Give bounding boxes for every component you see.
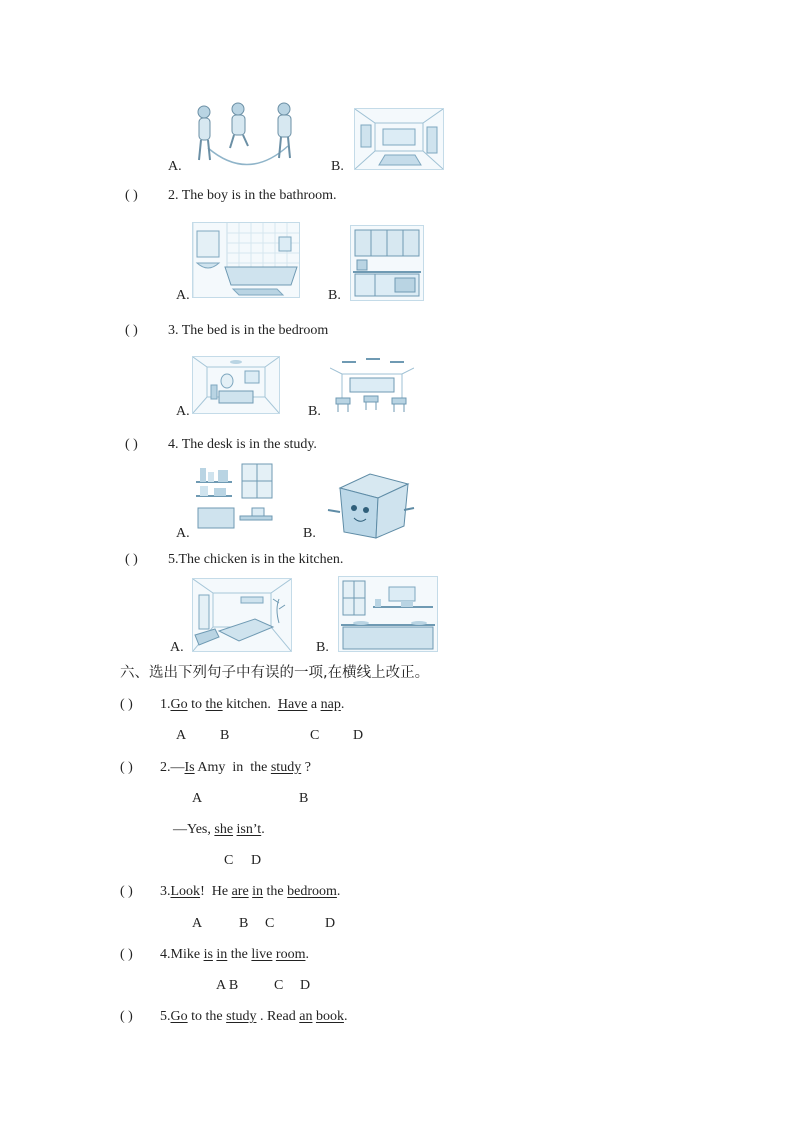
answer-paren[interactable]: ( ) bbox=[120, 1009, 133, 1024]
sentence-2: 2.—Is Amy in the study ? bbox=[160, 760, 311, 775]
question-text: 2. The boy is in the bathroom. bbox=[168, 188, 337, 203]
option-label-b: B. bbox=[331, 159, 344, 174]
option-label-b: B. bbox=[308, 404, 321, 419]
option-letter: C bbox=[274, 978, 284, 993]
picture-living-room-sofa bbox=[192, 578, 292, 652]
sentence-4: 4.Mike is in the live room. bbox=[160, 947, 309, 962]
underlined-option-c: Have bbox=[277, 697, 308, 712]
option-letter: A bbox=[176, 728, 187, 743]
option-letter: B bbox=[220, 728, 230, 743]
underlined-option-c: an bbox=[299, 1009, 313, 1024]
underlined-option-a: Look bbox=[170, 884, 201, 899]
option-letter: A bbox=[192, 916, 203, 931]
underlined-option-d: room bbox=[275, 947, 306, 962]
question-text: 5.The chicken is in the kitchen. bbox=[168, 552, 344, 567]
option-letter: B bbox=[299, 791, 309, 806]
sentence-3: 3.Look! He are in the bedroom. bbox=[160, 884, 341, 899]
underlined-option-d: nap bbox=[320, 697, 341, 712]
option-label-b: B. bbox=[328, 288, 341, 303]
option-letter: B bbox=[239, 916, 249, 931]
picture-kitchen bbox=[350, 225, 424, 301]
question-text: 3. The bed is in the bedroom bbox=[168, 323, 329, 338]
option-letter: C bbox=[265, 916, 275, 931]
underlined-option-d: book bbox=[315, 1009, 344, 1024]
underlined-option-a: Go bbox=[170, 697, 188, 712]
option-letter: D bbox=[353, 728, 364, 743]
option-letter: D bbox=[325, 916, 336, 931]
underlined-option-c: she bbox=[214, 822, 234, 837]
option-label-a: A. bbox=[176, 526, 190, 541]
question-text: 4. The desk is in the study. bbox=[168, 437, 317, 452]
answer-paren[interactable]: ( ) bbox=[120, 884, 133, 899]
option-label-a: A. bbox=[168, 159, 182, 174]
underlined-option-b: in bbox=[216, 947, 228, 962]
picture-kitchen-counter bbox=[338, 576, 438, 652]
picture-study-room bbox=[192, 460, 276, 534]
underlined-option-a: Go bbox=[170, 1009, 188, 1024]
answer-paren[interactable]: ( ) bbox=[125, 437, 138, 452]
picture-bathroom bbox=[192, 222, 300, 298]
option-label-a: A. bbox=[170, 640, 184, 655]
underlined-option-b: study bbox=[226, 1009, 257, 1024]
picture-girls-jumping-rope bbox=[190, 100, 306, 168]
option-letter: C bbox=[224, 853, 234, 868]
answer-paren[interactable]: ( ) bbox=[125, 323, 138, 338]
underlined-option-d: bedroom bbox=[287, 884, 337, 899]
underlined-option-c: in bbox=[252, 884, 264, 899]
option-letter: A B bbox=[216, 978, 239, 993]
sentence-5: 5.Go to the study . Read an book. bbox=[160, 1009, 348, 1024]
section-heading: 六、选出下列句子中有误的一项,在横线上改正。 bbox=[120, 665, 430, 681]
underlined-option-c: live bbox=[251, 947, 273, 962]
answer-paren[interactable]: ( ) bbox=[120, 947, 133, 962]
underlined-option-d: isn’t bbox=[236, 822, 262, 837]
sentence-2-reply: —Yes, she isn’t. bbox=[173, 822, 265, 837]
option-label-a: A. bbox=[176, 288, 190, 303]
underlined-option-b: are bbox=[231, 884, 249, 899]
underlined-option-b: study bbox=[270, 760, 302, 775]
underlined-option-a: is bbox=[203, 947, 213, 962]
sentence-1: 1.Go to the kitchen. Have a nap. bbox=[160, 697, 345, 712]
answer-paren[interactable]: ( ) bbox=[125, 552, 138, 567]
picture-cartoon-box bbox=[322, 470, 418, 540]
option-label-b: B. bbox=[316, 640, 329, 655]
option-letter: A bbox=[192, 791, 203, 806]
answer-paren[interactable]: ( ) bbox=[120, 760, 133, 775]
option-letter: C bbox=[310, 728, 320, 743]
picture-bedroom bbox=[192, 356, 280, 414]
option-letter: D bbox=[251, 853, 262, 868]
answer-paren[interactable]: ( ) bbox=[120, 697, 133, 712]
underlined-option-b: the bbox=[205, 697, 223, 712]
picture-living-room bbox=[354, 108, 444, 170]
option-letter: D bbox=[300, 978, 311, 993]
option-label-b: B. bbox=[303, 526, 316, 541]
underlined-option-a: Is bbox=[184, 760, 195, 775]
picture-classroom bbox=[330, 356, 414, 414]
option-label-a: A. bbox=[176, 404, 190, 419]
answer-paren[interactable]: ( ) bbox=[125, 188, 138, 203]
